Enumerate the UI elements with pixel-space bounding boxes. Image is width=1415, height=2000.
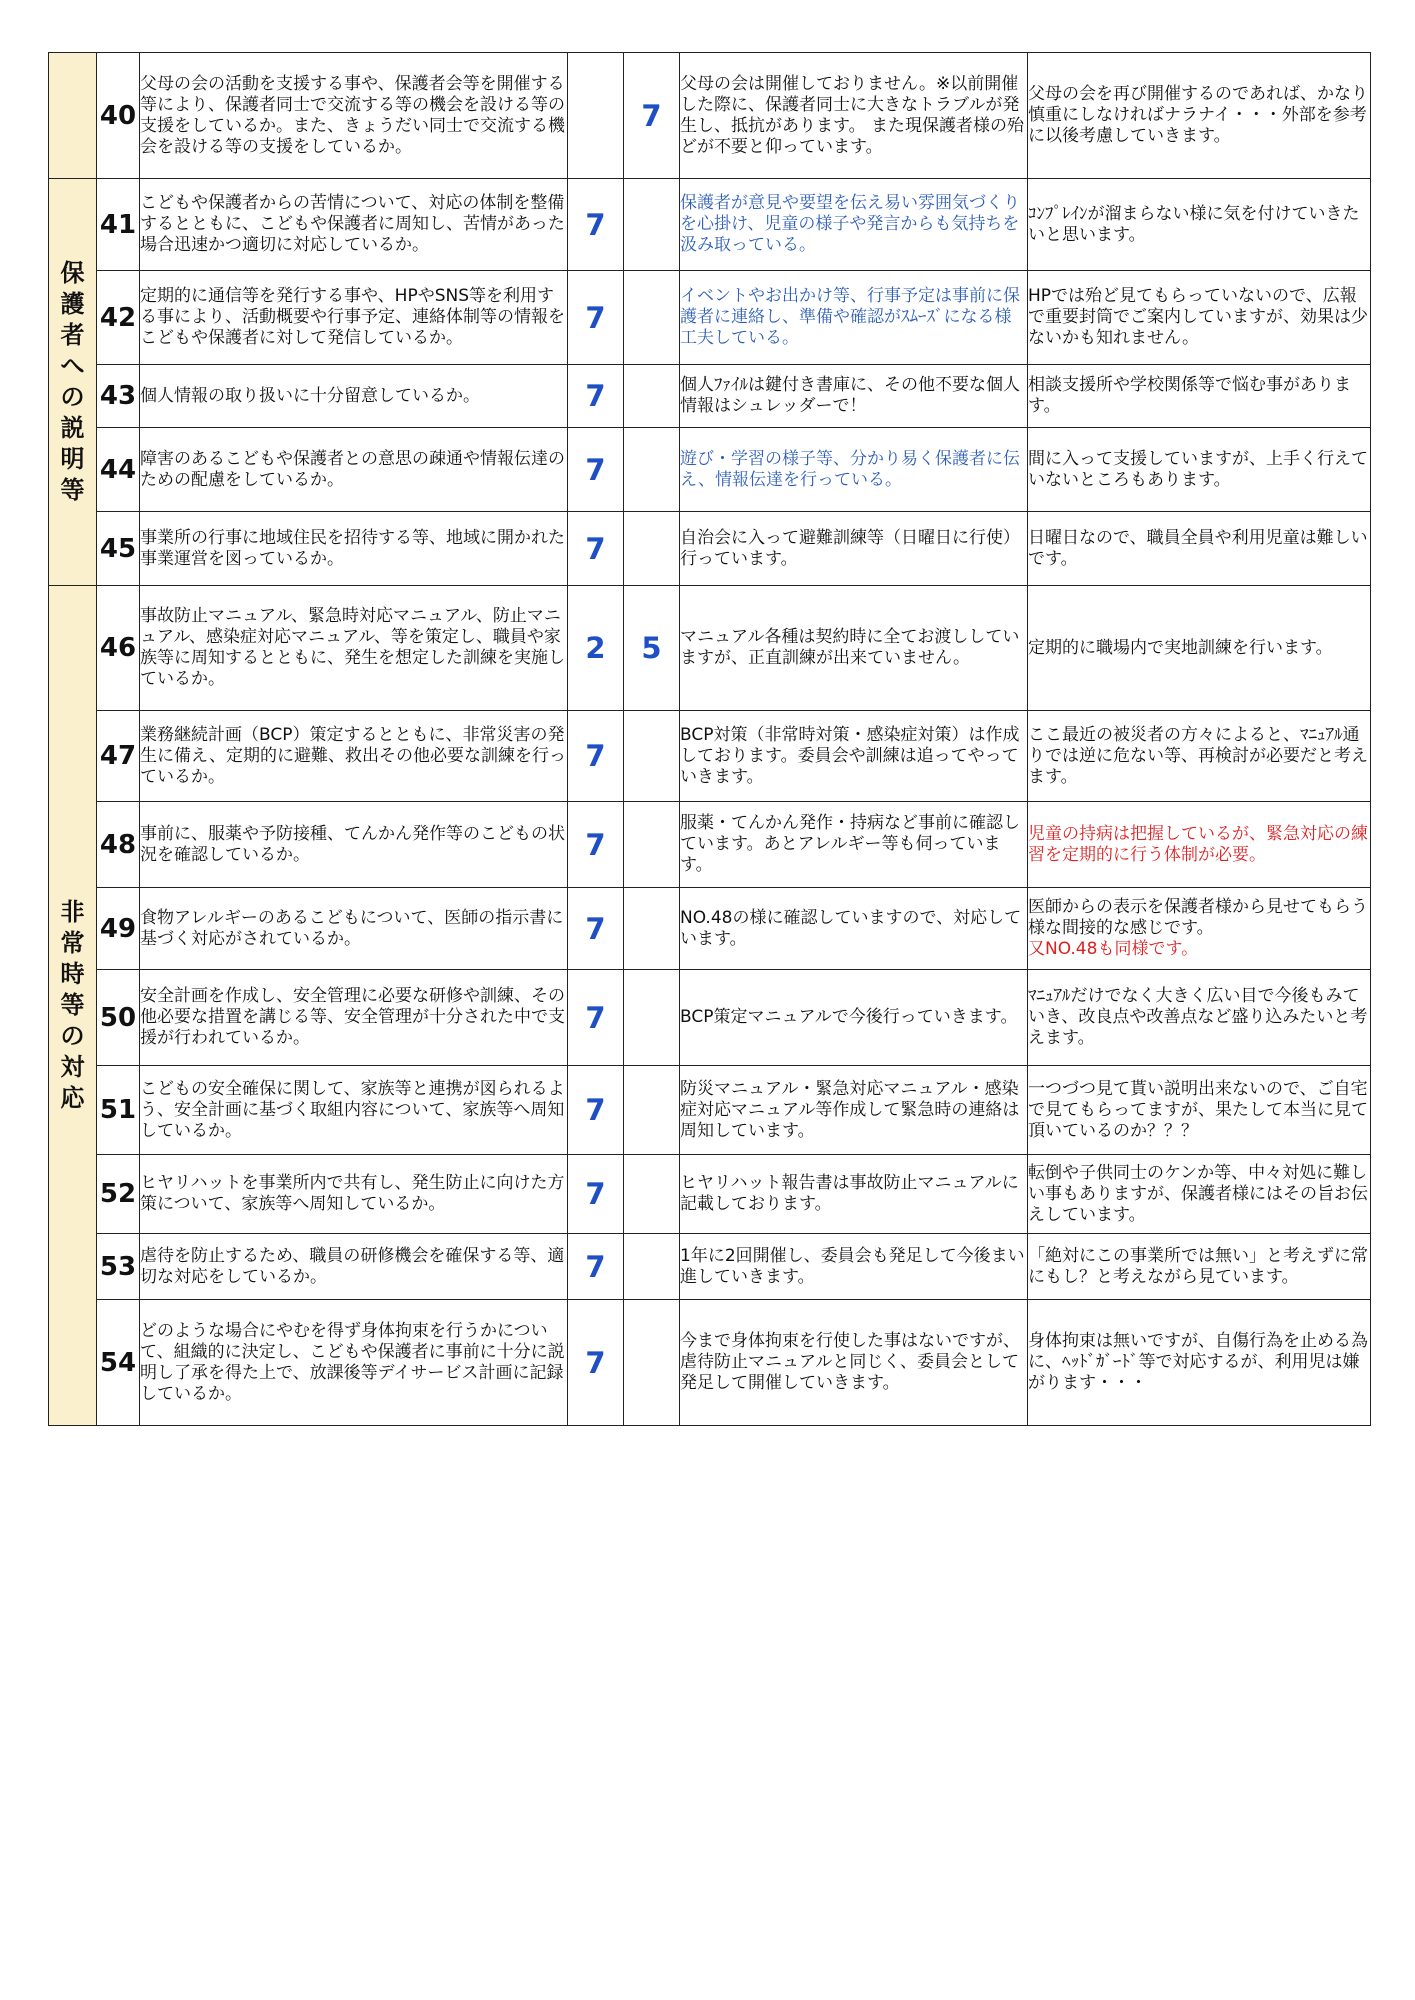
row-number: 47 [97,711,140,802]
row-number: 48 [97,802,140,888]
yes-count: 7 [568,179,624,271]
comment-text: 「絶対にこの事業所では無い」と考えずに常にもし？と考えながら見ています。 [1028,1234,1371,1300]
status-text: ヒヤリハット報告書は事故防止マニュアルに記載しております。 [680,1155,1028,1234]
status-text: 防災マニュアル・緊急対応マニュアル・感染症対応マニュアル等作成して緊急時の連絡は周知しています。 [680,1066,1028,1155]
table-row [49,1234,1371,1300]
row-number: 45 [97,512,140,586]
table-row [49,365,1371,428]
no-count [624,1234,680,1300]
comment-text: 医師からの表示を保護者様から見せてもらう様な間接的な感じです。 [1028,897,1368,938]
table-row [49,512,1371,586]
evaluation-table [48,52,1371,1426]
status-text: 遊び・学習の様子等、分かり易く保護者に伝え、情報伝達を行っている。 [680,428,1028,512]
status-text: 個人ﾌｧｲﾙは鍵付き書庫に、その他不要な個人情報はシュレッダーで！ [680,365,1028,428]
item-text: どのような場合にやむを得ず身体拘束を行うかについて、組織的に決定し、こどもや保護者に事前に十分に説明し了承を得た上で、放課後等デイサービス計画に記録しているか。 [140,1300,568,1426]
table-row [49,970,1371,1066]
no-count: 5 [624,586,680,711]
comment-text: ﾏﾆｭｱﾙだけでなく大きく広い目で今後もみていき、改良点や改善点など盛り込みたいと考えます。 [1028,970,1371,1066]
item-text: 障害のあるこどもや保護者との意思の疎通や情報伝達のための配慮をしているか。 [140,428,568,512]
no-count [624,271,680,365]
comment-text: 父母の会を再び開催するのであれば、かなり慎重にしなければナラナイ・・・外部を参考に以後考慮していきます。 [1028,53,1371,179]
yes-count: 7 [568,802,624,888]
comment-text: 定期的に職場内で実地訓練を行います。 [1028,586,1371,711]
item-text: こどもや保護者からの苦情について、対応の体制を整備するとともに、こどもや保護者に周知し、苦情があった場合迅速かつ適切に対応しているか。 [140,179,568,271]
row-number: 53 [97,1234,140,1300]
no-count [624,179,680,271]
item-text: 食物アレルギーのあるこどもについて、医師の指示書に基づく対応がされているか。 [140,888,568,970]
table-row [49,711,1371,802]
yes-count: 7 [568,888,624,970]
no-count [624,711,680,802]
item-text: 安全計画を作成し、安全管理に必要な研修や訓練、その他必要な措置を講じる等、安全管理が十分された中で支援が行われているか。 [140,970,568,1066]
status-text: 服薬・てんかん発作・持病など事前に確認しています。あとアレルギー等も伺っています。 [680,802,1028,888]
item-text: 事故防止マニュアル、緊急時対応マニュアル、防止マニュアル、感染症対応マニュアル、等を策定し、職員や家族等に周知するとともに、発生を想定した訓練を実施しているか。 [140,586,568,711]
row-number: 46 [97,586,140,711]
comment-text: HPでは殆ど見てもらっていないので、広報で重要封筒でご案内していますが、効果は少ないかも知れません。 [1028,271,1371,365]
yes-count: 7 [568,970,624,1066]
category-cell-explanation: 保護者への説明等 [49,179,97,586]
comment-text: 児童の持病は把握しているが、緊急対応の練習を定期的に行う体制が必要。 [1028,802,1371,888]
status-text: マニュアル各種は契約時に全てお渡ししていますが、正直訓練が出来ていません。 [680,586,1028,711]
comment-extra-text: 又NO.48も同様です。 [1028,939,1199,959]
row-number: 44 [97,428,140,512]
item-text: 業務継続計画（BCP）策定するとともに、非常災害の発生に備え、定期的に避難、救出その他必要な訓練を行っているか。 [140,711,568,802]
status-text: 今まで身体拘束を行使した事はないですが、虐待防止マニュアルと同じく、委員会として発足して開催していきます。 [680,1300,1028,1426]
row-number: 40 [97,53,140,179]
comment-text: 間に入って支援していますが、上手く行えていないところもあります。 [1028,428,1371,512]
table-row [49,1066,1371,1155]
yes-count: 7 [568,1066,624,1155]
comment-text: 一つづつ見て貰い説明出来ないので、ご自宅で見てもらってますが、果たして本当に見て頂いているのか？？？ [1028,1066,1371,1155]
status-text: NO.48の様に確認していますので、対応しています。 [680,888,1028,970]
category-cell-prev [49,53,97,179]
status-text: 父母の会は開催しておりません。※以前開催した際に、保護者同士に大きなトラブルが発生し、抵抗があります。 また現保護者様の殆どが不要と仰っています。 [680,53,1028,179]
table-row [49,1155,1371,1234]
comment-text: ここ最近の被災者の方々によると、ﾏﾆｭｱﾙ通りでは逆に危ない等、再検討が必要だと考えます。 [1028,711,1371,802]
no-count [624,888,680,970]
category-cell-emergency: 非常時等の対応 [49,586,97,1426]
yes-count: 7 [568,428,624,512]
no-count [624,1155,680,1234]
comment-text: 相談支援所や学校関係等で悩む事があります。 [1028,365,1371,428]
status-text: BCP対策（非常時対策・感染症対策）は作成しております。委員会や訓練は追ってやっていきます。 [680,711,1028,802]
yes-count: 7 [568,365,624,428]
item-text: 事業所の行事に地域住民を招待する等、地域に開かれた事業運営を図っているか。 [140,512,568,586]
no-count: 7 [624,53,680,179]
item-text: ヒヤリハットを事業所内で共有し、発生防止に向けた方策について、家族等へ周知しているか。 [140,1155,568,1234]
item-text: 個人情報の取り扱いに十分留意しているか。 [140,365,568,428]
comment-cell [1028,888,1371,970]
table-row [49,1300,1371,1426]
yes-count: 7 [568,271,624,365]
item-text: こどもの安全確保に関して、家族等と連携が図られるよう、安全計画に基づく取組内容について、家族等へ周知しているか。 [140,1066,568,1155]
table-row [49,888,1371,970]
item-text: 事前に、服薬や予防接種、てんかん発作等のこどもの状況を確認しているか。 [140,802,568,888]
table-row [49,428,1371,512]
no-count [624,512,680,586]
table-row [49,586,1371,711]
comment-text: ｺﾝﾌﾟﾚｲﾝが溜まらない様に気を付けていきたいと思います。 [1028,179,1371,271]
row-number: 51 [97,1066,140,1155]
row-number: 42 [97,271,140,365]
status-text: 保護者が意見や要望を伝え易い雰囲気づくりを心掛け、児童の様子や発言からも気持ちを汲み取っている。 [680,179,1028,271]
row-number: 43 [97,365,140,428]
table-row [49,271,1371,365]
status-text: 1年に2回開催し、委員会も発足して今後まい進していきます。 [680,1234,1028,1300]
no-count [624,428,680,512]
table-row [49,179,1371,271]
status-text: BCP策定マニュアルで今後行っていきます。 [680,970,1028,1066]
table-row [49,802,1371,888]
comment-text: 身体拘束は無いですが、自傷行為を止める為に、ﾍｯﾄﾞｶﾞｰﾄﾞ等で対応するが、利用児は嫌がります・・・ [1028,1300,1371,1426]
item-text: 虐待を防止するため、職員の研修機会を確保する等、適切な対応をしているか。 [140,1234,568,1300]
no-count [624,970,680,1066]
row-number: 49 [97,888,140,970]
yes-count: 7 [568,512,624,586]
item-text: 父母の会の活動を支援する事や、保護者会等を開催する等により、保護者同士で交流する等の機会を設ける等の支援をしているか。また、きょうだい同士で交流する機会を設ける等の支援をしているか。 [140,53,568,179]
yes-count [568,53,624,179]
no-count [624,1300,680,1426]
table-row [49,53,1371,179]
item-text: 定期的に通信等を発行する事や、HPやSNS等を利用する事により、活動概要や行事予定、連絡体制等の情報をこどもや保護者に対して発信しているか。 [140,271,568,365]
no-count [624,802,680,888]
yes-count: 7 [568,1300,624,1426]
row-number: 41 [97,179,140,271]
comment-text: 日曜日なので、職員全員や利用児童は難しいです。 [1028,512,1371,586]
no-count [624,1066,680,1155]
yes-count: 7 [568,1155,624,1234]
yes-count: 7 [568,1234,624,1300]
row-number: 52 [97,1155,140,1234]
yes-count: 7 [568,711,624,802]
status-text: 自治会に入って避難訓練等（日曜日に行使）行っています。 [680,512,1028,586]
comment-text: 転倒や子供同士のケンか等、中々対処に難しい事もありますが、保護者様にはその旨お伝えしています。 [1028,1155,1371,1234]
status-text: イベントやお出かけ等、行事予定は事前に保護者に連絡し、準備や確認がｽﾑｰｽﾞになる様工夫している。 [680,271,1028,365]
row-number: 54 [97,1300,140,1426]
no-count [624,365,680,428]
row-number: 50 [97,970,140,1066]
yes-count: 2 [568,586,624,711]
